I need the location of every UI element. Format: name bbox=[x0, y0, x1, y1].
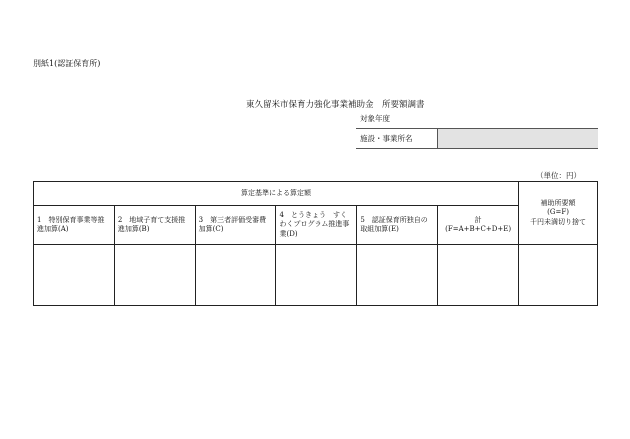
cell-d[interactable] bbox=[276, 245, 357, 306]
column-header-e: 5 認証保育所独自の取組加算(E) bbox=[357, 206, 438, 245]
calculation-table bbox=[33, 181, 598, 306]
column-header-c: 3 第三者評価受審費加算(C) bbox=[195, 206, 276, 245]
column-header-d: 4 とうきょう すくわくプログラム推進事業(D) bbox=[276, 206, 357, 245]
cell-subsidy[interactable] bbox=[519, 245, 598, 306]
column-header-b: 2 地域子育て支援推進加算(B) bbox=[114, 206, 195, 245]
cell-a[interactable] bbox=[34, 245, 115, 306]
cell-c[interactable] bbox=[195, 245, 276, 306]
attachment-note: 別紙1(認証保育所) bbox=[33, 59, 101, 68]
column-header-total: 計 (F=A+B+C+D+E) bbox=[438, 206, 519, 245]
facility-name-label: 施設・事業所名 bbox=[356, 129, 438, 149]
cell-total[interactable] bbox=[438, 245, 519, 306]
group-header: 算定基準による算定額 bbox=[34, 182, 519, 206]
cell-b[interactable] bbox=[114, 245, 195, 306]
document-title: 東久留米市保育力強化事業補助金 所要額調書 bbox=[246, 100, 425, 110]
facility-name-field[interactable] bbox=[438, 129, 599, 149]
cell-e[interactable] bbox=[357, 245, 438, 306]
subsidy-header: 補助所要額 (G=F) 千円未満切り捨て bbox=[519, 182, 598, 245]
fiscal-year-label: 対象年度 bbox=[356, 109, 438, 129]
info-table bbox=[356, 109, 598, 149]
unit-label: （単位：円） bbox=[536, 171, 581, 180]
column-header-a: 1 特別保育事業等推進加算(A) bbox=[34, 206, 115, 245]
fiscal-year-field[interactable] bbox=[438, 109, 599, 129]
